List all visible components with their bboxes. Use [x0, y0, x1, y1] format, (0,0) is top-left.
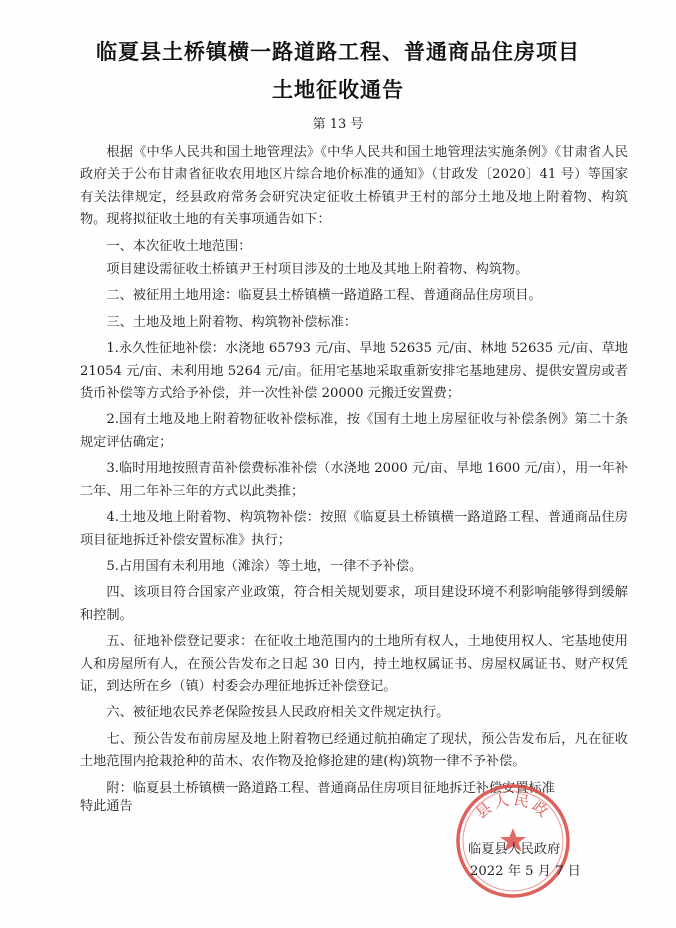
section-3-item-3: 3.临时用地按照青苗补偿费标准补偿（水浇地 2000 元/亩、旱地 1600 元/亩），用一年补二年、用二年补三年的方式以此类推；	[80, 461, 628, 499]
intro-paragraph: 根据《中华人民共和国土地管理法》《中华人民共和国土地管理法实施条例》《甘肃省人民政府关于公布甘肃省征收农用地区片综合地价标准的通知》（甘政发〔2020〕41 号）等国家有关法律规定，经县政府常务会研究决定征收土桥镇尹王村的部分土地及地上附着物、构筑物。现将拟征收土地的有关事项通告如下：	[80, 145, 628, 228]
document-title-line2: 土地征收通告	[272, 78, 404, 102]
section-1-text: 项目建设需征收土桥镇尹王村项目涉及的土地及其地上附着物、构筑物。	[106, 262, 529, 278]
section-6: 六、被征地农民养老保险按县人民政府相关文件规定执行。	[106, 705, 450, 721]
document-body	[80, 142, 628, 804]
section-2: 二、被征用土地用途：临夏县土桥镇横一路道路工程、普通商品住房项目。	[106, 288, 542, 304]
document-number: 第 13 号	[312, 117, 364, 132]
section-1-heading: 一、本次征收土地范围：	[106, 238, 252, 254]
section-3-item-5: 5.占用国有未利用地（滩涂）等土地，一律不予补偿。	[106, 558, 423, 574]
section-5: 五、征地补偿登记要求：在征收土地范围内的土地所有权人，土地使用权人、宅基地使用人和房屋所有人，在预公告发布之日起 30 日内，持土地权属证书、房屋权属证书、财产权凭证，到达所在乡（镇）村委会办理征地拆迁补偿登记。	[80, 634, 628, 694]
section-4: 四、该项目符合国家产业政策，符合相关规划要求，项目建设环境不利影响能够得到缓解和控制。	[80, 585, 628, 623]
issuer-name: 临夏县人民政府	[468, 842, 561, 857]
section-7: 七、预公告发布前房屋及地上附着物已经通过航拍确定了现状，预公告发布后，凡在征收土地范围内抢栽抢种的苗木、农作物及抢修抢建的建(构)筑物一律不予补偿。	[80, 731, 628, 770]
seal-arc-text: 县人民政	[472, 790, 554, 823]
section-3-item-1: 1.永久性征地补偿：水浇地 65793 元/亩、旱地 52635 元/亩、林地 52635 元/亩、草地 21054 元/亩、未利用地 5264 元/亩。征用宅基地采取重新安排宅基地建房、提供安置房或者货币补偿等方式给予补偿，并一次性补偿 20000 元搬迁安置费；	[80, 341, 628, 402]
attachment-note: 附：临夏县土桥镇横一路道路工程、普通商品住房项目征地拆迁补偿安置标准	[106, 780, 555, 796]
section-3-item-4: 4.土地及地上附着物、构筑物补偿：按照《临夏县土桥镇横一路道路工程、普通商品住房项目征地拆迁补偿安置标准》执行；	[80, 510, 628, 548]
section-3-item-2: 2.国有土地及地上附着物征收补偿标准，按《国有土地上房屋征收与补偿条例》第二十条规定评估确定；	[80, 412, 628, 450]
closing-text: 特此通告	[80, 799, 133, 814]
section-3-heading: 三、土地及地上附着物、构筑物补偿标准：	[106, 314, 357, 330]
document-title-line1: 临夏县土桥镇横一路道路工程、普通商品住房项目	[96, 40, 580, 64]
issue-date: 2022 年 5 月 7 日	[470, 864, 581, 879]
